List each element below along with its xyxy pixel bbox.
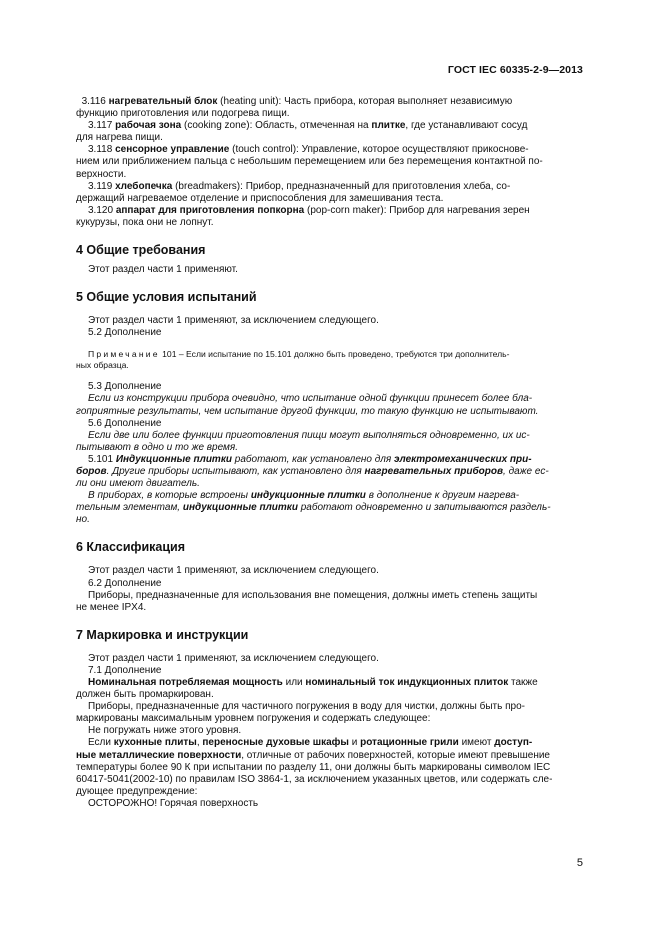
term-name: Номинальная потребляемая мощность xyxy=(88,677,283,688)
italic-text: ли они имеют двигатель. xyxy=(76,478,200,490)
definition-text: Прибор, предназначенный для приготовления хлеба, со- xyxy=(245,180,511,192)
body-text: , xyxy=(196,737,203,749)
term-name: доступ- xyxy=(494,737,533,749)
section-6-heading: 6 Классификация xyxy=(76,540,186,555)
term-english: (breadmakers): xyxy=(175,180,243,192)
italic-text: Если две или более функции приготовления пищи могут выполняться одновременно, их ис- xyxy=(88,429,530,441)
note-label: Примечание xyxy=(88,349,160,360)
italic-text: гоприятные результаты, чем испытание другой функции, то такую функцию не испытывают. xyxy=(76,405,539,417)
body-text: или xyxy=(282,677,306,688)
clause-7-1-text: температуры более 90 К при испытании по разделу 11, они должны быть маркированы символом IEC xyxy=(76,761,551,773)
term-english: (cooking zone): xyxy=(183,120,253,132)
clause-5-3-text xyxy=(76,393,584,405)
clause-6-2-text: Приборы, предназначенные для использования вне помещения, должны иметь степень защиты xyxy=(88,589,538,601)
clause-6-2-heading: 6.2 Дополнение xyxy=(88,577,162,589)
definition-3-116 xyxy=(76,96,584,120)
clause-number: 3.119 xyxy=(88,180,113,192)
clause-5-6-text xyxy=(76,442,584,454)
term-name: электромеханических при- xyxy=(394,453,532,465)
clause-7-1-text xyxy=(76,677,584,689)
definition-line: верхности. xyxy=(76,168,127,180)
clause-5-101-text xyxy=(76,514,584,526)
definition-text: Часть прибора, которая выполняет независимую xyxy=(284,96,513,107)
definition-line xyxy=(76,96,584,108)
definition-text: Область, отмеченная на xyxy=(255,120,369,132)
note-101 xyxy=(76,349,584,360)
clause-7-1-text: Не погружать ниже этого уровня. xyxy=(88,725,242,737)
term-name: кухонные плиты xyxy=(113,737,197,749)
section-5-heading: 5 Общие условия испытаний xyxy=(76,290,257,305)
clause-5-101-text xyxy=(76,490,584,502)
clause-5-101-text xyxy=(76,454,584,466)
italic-text: В приборах, в которые встроены xyxy=(88,490,251,502)
term-name: переносные духовые шкафы xyxy=(202,737,349,749)
clause-5-3-text xyxy=(76,406,584,418)
body-text: Если xyxy=(88,737,114,749)
definition-line: держащий нагреваемое отделение и приспособления для замешивания теста. xyxy=(76,192,444,204)
definition-text: , где устанавливают сосуд xyxy=(405,120,528,132)
definition-text: Прибор для нагревания зерен xyxy=(389,204,530,216)
term-name: рабочая зона xyxy=(115,120,182,132)
italic-text: в дополнение к другим нагрева- xyxy=(365,490,520,502)
term-name: боров xyxy=(76,465,107,477)
section-5-intro: Этот раздел части 1 применяют, за исключением следующего. xyxy=(88,315,379,327)
body-text: и xyxy=(348,737,361,749)
term-english: (touch control): xyxy=(232,144,299,156)
definition-line: нием или приближением пальца с небольшим перемещением или без перемещения контактной по- xyxy=(76,156,543,168)
section-7-intro: Этот раздел части 1 применяют, за исключением следующего. xyxy=(88,652,379,664)
definition-3-120 xyxy=(76,205,584,229)
clause-5-3-heading: 5.3 Дополнение xyxy=(88,381,162,393)
clause-7-1-text: Приборы, предназначенные для частичного погружения в воду для чистки, должны быть про- xyxy=(88,701,525,713)
term-name: аппарат для приготовления попкорна xyxy=(115,204,305,216)
body-text: , отличные от рабочих поверхностей, которые имеют превышение xyxy=(241,749,550,761)
definition-line xyxy=(76,120,584,132)
clause-5-6-text xyxy=(76,430,584,442)
body-text: имеют xyxy=(458,737,495,749)
definition-3-119 xyxy=(76,181,584,205)
clause-7-1-heading: 7.1 Дополнение xyxy=(88,664,162,676)
italic-text: Если из конструкции прибора очевидно, что испытание одной функции принесет более бла- xyxy=(88,393,533,405)
section-6-intro: Этот раздел части 1 применяют, за исключением следующего. xyxy=(88,565,379,577)
definition-line: кукурузы, пока они не лопнут. xyxy=(76,216,214,228)
definition-line: функцию приготовления или подогрева пищи. xyxy=(76,108,290,120)
clause-7-1-text xyxy=(76,750,584,762)
term-name: ные металлические поверхности xyxy=(76,749,242,761)
term-name: нагревательный блок xyxy=(108,96,218,107)
body-text: также xyxy=(508,677,538,688)
italic-text: но. xyxy=(76,514,90,526)
page-content xyxy=(76,96,584,810)
clause-number: 3.116 xyxy=(81,96,106,107)
note-text: 101 – Если испытание по 15.101 должно быть проведено, требуются три дополнитель- xyxy=(159,349,510,360)
term-name: сенсорное управление xyxy=(115,144,230,156)
italic-text: , даже ес- xyxy=(503,465,549,477)
section-4-heading: 4 Общие требования xyxy=(76,243,206,258)
page-number: 5 xyxy=(576,857,583,869)
italic-text: . Другие приборы испытывают, как установлено для xyxy=(106,465,365,477)
italic-text: пытывают в одно и то же время. xyxy=(76,441,238,453)
italic-text: тельным элементам, xyxy=(76,502,183,514)
term-english: (heating unit): xyxy=(220,96,282,107)
section-7-heading: 7 Маркировка и инструкции xyxy=(76,627,249,642)
standard-code-header: ГОСТ IEC 60335-2-9—2013 xyxy=(447,64,583,76)
clause-number: 3.120 xyxy=(88,204,114,216)
term-name: плитке xyxy=(371,120,406,132)
definition-line xyxy=(76,181,584,193)
warning-text: ОСТОРОЖНО! Горячая поверхность xyxy=(88,797,259,809)
note-101-continued: ных образца. xyxy=(76,360,129,371)
clause-number: 3.118 xyxy=(88,144,113,156)
definition-text: Управление, которое осуществляют прикоснове- xyxy=(301,144,529,156)
term-name: ротационные грили xyxy=(360,737,459,749)
italic-text: работают, как установлено для xyxy=(232,453,395,465)
clause-6-2-text: не менее IPX4. xyxy=(76,601,147,613)
italic-text: работают одновременно и запитываются раздель- xyxy=(297,502,551,514)
clause-7-1-text: дующее предупреждение: xyxy=(76,785,198,797)
clause-5-6-heading: 5.6 Дополнение xyxy=(88,417,162,429)
clause-number: 3.117 xyxy=(88,120,113,132)
section-4-text: Этот раздел части 1 применяют. xyxy=(88,264,238,276)
clause-7-1-text: 60417-5041(2002-10) по правилам ISO 3864-1, за исключением указанных цветов, или содержать сле- xyxy=(76,773,553,785)
clause-7-1-text xyxy=(76,737,584,749)
term-name: индукционные плитки xyxy=(250,490,366,502)
definition-line xyxy=(76,144,584,156)
definition-3-118 xyxy=(76,144,584,180)
clause-number: 5.101 xyxy=(88,453,114,465)
definition-line: для нагрева пищи. xyxy=(76,132,163,144)
clause-7-1-text: должен быть промаркирован. xyxy=(76,689,214,701)
clause-5-2-heading: 5.2 Дополнение xyxy=(88,327,162,339)
clause-5-101-text xyxy=(76,466,584,478)
clause-5-101-text xyxy=(76,502,584,514)
term-name: нагревательных приборов xyxy=(364,465,504,477)
clause-7-1-text: маркированы максимальным уровнем погружения и содержать следующее: xyxy=(76,713,431,725)
definition-3-117 xyxy=(76,120,584,144)
term-english: (pop-corn maker): xyxy=(307,204,387,216)
clause-5-101-text xyxy=(76,478,584,490)
term-name: номинальный ток индукционных плиток xyxy=(305,677,509,688)
term-name: Индукционные плитки xyxy=(115,453,232,465)
definition-line xyxy=(76,205,584,217)
term-name: индукционные плитки xyxy=(182,502,298,514)
term-name: хлебопечка xyxy=(115,180,173,192)
